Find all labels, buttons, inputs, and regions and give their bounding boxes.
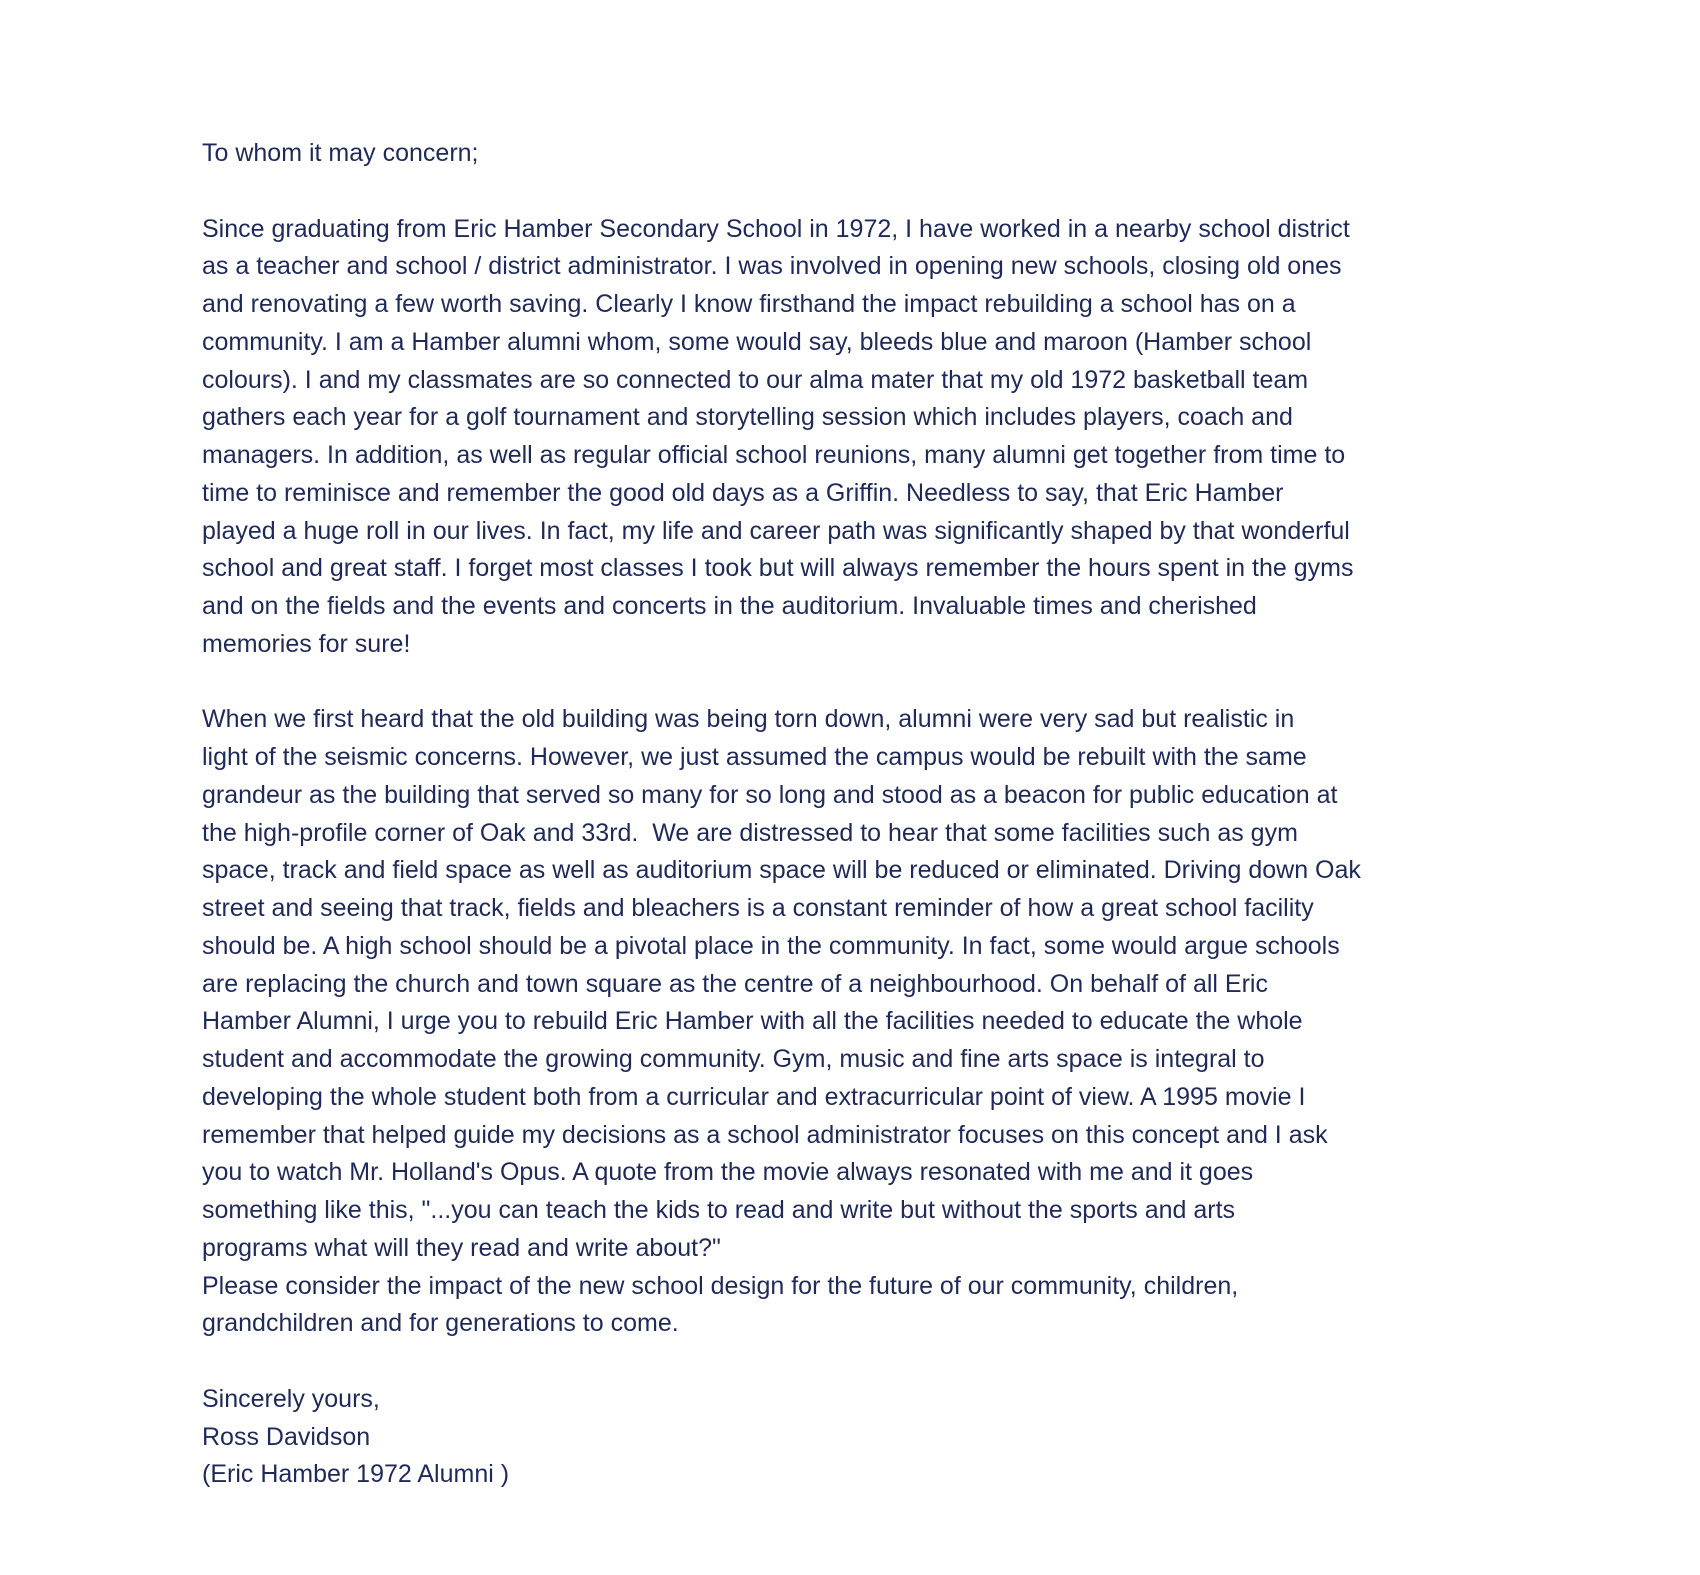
paragraph-line: Please consider the impact of the new school design for the future of our community, children, (202, 1271, 1239, 1300)
paragraph-line: should be. A high school should be a pivotal place in the community. In fact, some would argue schools (202, 931, 1340, 960)
paragraph-line: space, track and field space as well as auditorium space will be reduced or eliminated. Driving down Oak (202, 856, 1361, 885)
letter-body (202, 135, 1532, 1494)
paragraph-line: street and seeing that track, fields and bleachers is a constant reminder of how a great school facility (202, 894, 1314, 922)
paragraph-line: remember that helped guide my decisions as a school administrator focuses on this concept and I ask (202, 1120, 1328, 1149)
paragraph-line: memories for sure! (202, 629, 411, 658)
paragraph-line: developing the whole student both from a curricular and extracurricular point of view. A 1995 movie I (202, 1082, 1306, 1111)
signature-note: (Eric Hamber 1972 Alumni ) (202, 1460, 510, 1489)
paragraph-spacer (202, 664, 1532, 702)
paragraph-line: When we first heard that the old building was being torn down, alumni were very sad but realistic in (202, 705, 1295, 734)
signature-block (202, 1381, 1532, 1494)
paragraph-2 (202, 701, 1532, 1343)
paragraph-line: something like this, "...you can teach the kids to read and write but without the sports and arts (202, 1196, 1236, 1224)
paragraph-line: and on the fields and the events and concerts in the auditorium. Invaluable times and cherished (202, 592, 1257, 620)
paragraph-line: grandchildren and for generations to come. (202, 1309, 679, 1338)
paragraph-line: as a teacher and school / district administrator. I was involved in opening new schools, closing old ones (202, 252, 1342, 281)
paragraph-spacer (202, 173, 1532, 211)
paragraph-spacer (202, 1343, 1532, 1381)
paragraph-1 (202, 211, 1532, 664)
paragraph-line: school and great staff. I forget most classes I took but will always remember the hours spent in the gyms (202, 554, 1354, 583)
paragraph-line: gathers each year for a golf tournament and storytelling session which includes players, coach and (202, 403, 1293, 432)
paragraph-line: Since graduating from Eric Hamber Secondary School in 1972, I have worked in a nearby school district (202, 214, 1350, 243)
paragraph-line: played a huge roll in our lives. In fact, my life and career path was significantly shaped by that wonderful (202, 516, 1350, 545)
paragraph-line: are replacing the church and town square as the centre of a neighbourhood. On behalf of all Eric (202, 969, 1268, 998)
paragraph-line: the high-profile corner of Oak and 33rd. We are distressed to hear that some facilities such as gym (202, 818, 1298, 847)
paragraph-line: colours). I and my classmates are so connected to our alma mater that my old 1972 basketball team (202, 365, 1309, 394)
signature-name: Ross Davidson (202, 1422, 371, 1451)
paragraph-line: Hamber Alumni, I urge you to rebuild Eric Hamber with all the facilities needed to educate the whole (202, 1007, 1303, 1036)
closing: Sincerely yours, (202, 1384, 380, 1413)
paragraph-line: managers. In addition, as well as regular official school reunions, many alumni get together from time to (202, 441, 1346, 469)
paragraph-line: light of the seismic concerns. However, we just assumed the campus would be rebuilt with the same (202, 743, 1307, 771)
paragraph-line: you to watch Mr. Holland's Opus. A quote from the movie always resonated with me and it goes (202, 1158, 1254, 1187)
paragraph-line: community. I am a Hamber alumni whom, some would say, bleeds blue and maroon (Hamber school (202, 327, 1312, 356)
paragraph-line: and renovating a few worth saving. Clearly I know firsthand the impact rebuilding a school has on a (202, 290, 1296, 318)
paragraph-line: time to reminisce and remember the good old days as a Griffin. Needless to say, that Eric Hamber (202, 478, 1284, 507)
salutation: To whom it may concern; (202, 139, 479, 167)
paragraph-line: student and accommodate the growing community. Gym, music and fine arts space is integral to (202, 1045, 1265, 1073)
paragraph-line: grandeur as the building that served so many for so long and stood as a beacon for public education at (202, 780, 1338, 809)
paragraph-line: programs what will they read and write about?" (202, 1233, 721, 1262)
